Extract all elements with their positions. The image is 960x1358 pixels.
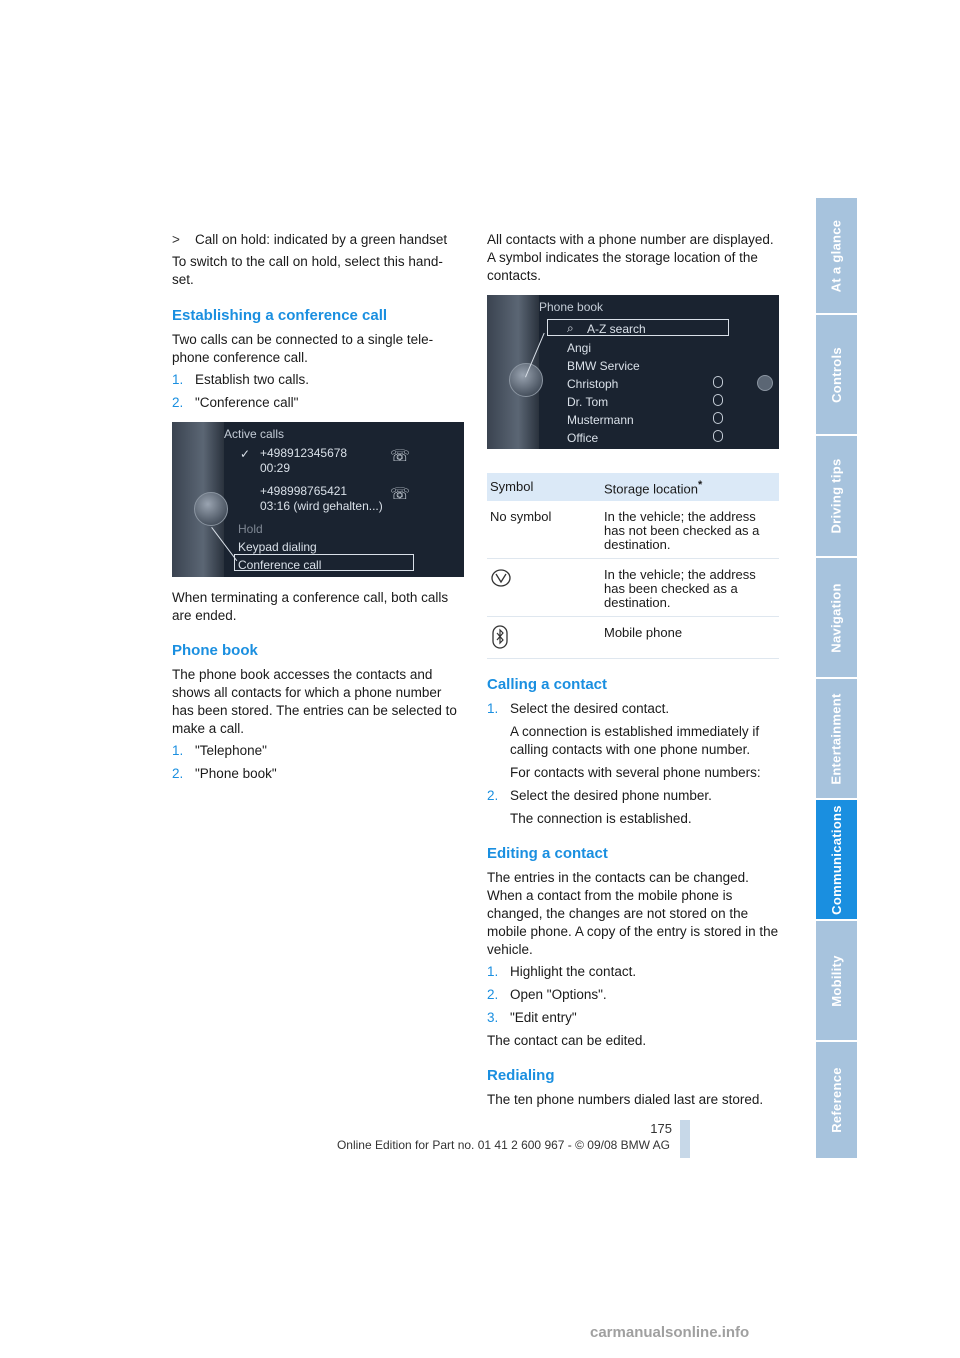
tab-at-a-glance[interactable] xyxy=(816,198,857,315)
tab-navigation[interactable] xyxy=(816,558,857,679)
step-text: "Telephone" xyxy=(195,743,267,758)
active-calls-screenshot xyxy=(172,422,464,577)
page-number: 175 xyxy=(650,1121,672,1136)
controller-knob xyxy=(509,363,543,397)
menu-conference: Conference call xyxy=(238,558,322,572)
list-item xyxy=(487,986,779,1004)
tab-label: Entertainment xyxy=(828,692,844,785)
step-text: Select the desired contact. xyxy=(510,701,670,717)
list-item xyxy=(172,742,464,760)
col-storage xyxy=(601,473,779,501)
step-number: 2. xyxy=(487,788,499,804)
contact-item: Christoph xyxy=(567,377,619,391)
tab-label: Communications xyxy=(828,804,844,915)
bluetooth-icon xyxy=(490,625,510,649)
contacts-intro: All contacts with a phone number are displayed. A symbol indicates the storage location of the contacts. xyxy=(487,232,774,283)
step-number: 3. xyxy=(487,1010,499,1026)
chapter-tabs xyxy=(816,198,857,1160)
contact-item: Mustermann xyxy=(567,413,634,427)
left-column xyxy=(172,231,464,788)
search-icon: ⌕ xyxy=(567,321,574,335)
contact-item: BMW Service xyxy=(567,359,640,373)
calling-note-3: The connection is established. xyxy=(510,811,692,827)
list-item xyxy=(172,394,464,412)
symbol-table xyxy=(487,473,779,659)
col-storage-label: Storage location xyxy=(604,481,698,497)
tab-controls[interactable] xyxy=(816,315,857,436)
table-row xyxy=(487,501,779,559)
footer-bar xyxy=(680,1120,690,1158)
switch-text: To switch to the call on hold, select this hand-set. xyxy=(172,254,443,287)
tab-label: At a glance xyxy=(828,219,844,292)
selection-frame xyxy=(547,319,729,336)
list-item xyxy=(487,700,779,718)
col-symbol: Symbol xyxy=(487,473,601,501)
tab-label: Driving tips xyxy=(828,458,844,534)
step-text: Open "Options". xyxy=(510,987,607,1003)
menu-keypad: Keypad dialing xyxy=(238,540,317,554)
handset-hold-icon: ☏ xyxy=(390,486,411,503)
list-item xyxy=(487,1009,779,1027)
contact-item: Dr. Tom xyxy=(567,395,609,409)
bullet-mark: > xyxy=(172,232,180,247)
step-number: 2. xyxy=(172,395,184,410)
step-number: 2. xyxy=(172,766,184,781)
calling-note-1: A connection is established immediately if calling contacts with one phone number. xyxy=(510,724,760,758)
bluetooth-icon xyxy=(713,430,723,442)
watermark: carmanualsonline.info xyxy=(590,1324,750,1341)
az-search: A-Z search xyxy=(587,322,646,336)
editing-heading: Editing a contact xyxy=(487,845,608,863)
screen-title: Active calls xyxy=(224,427,285,441)
step-text: Highlight the contact. xyxy=(510,964,637,980)
redial-text: The ten phone numbers dialed last are stored. xyxy=(487,1092,764,1108)
right-column xyxy=(487,231,779,1113)
conference-intro: Two calls can be connected to a single tele-phone conference call. xyxy=(172,332,434,365)
phonebook-heading: Phone book xyxy=(172,642,258,659)
calling-note-2: For contacts with several phone numbers: xyxy=(510,765,761,781)
right-knob xyxy=(757,375,773,391)
editing-intro: The entries in the contacts can be changed. When a contact from the mobile phone is changed, the changes are not stored on the mobile phone. A copy of the entry is stored in the vehicle. xyxy=(487,870,779,958)
step-text: Select the desired phone number. xyxy=(510,788,712,804)
list-item xyxy=(172,765,464,783)
call2-number: +498998765421 xyxy=(260,484,348,498)
hold-bullet xyxy=(172,231,464,249)
storage-cell: In the vehicle; the address has been checked as a destination. xyxy=(601,559,779,617)
call1-time: 00:29 xyxy=(260,461,291,475)
bluetooth-icon xyxy=(713,376,723,388)
table-row xyxy=(487,559,779,617)
call2-time: 03:16 (wird gehalten...) xyxy=(260,499,383,513)
symbol-cell xyxy=(487,559,601,617)
symbol-cell xyxy=(487,617,601,659)
tab-entertainment[interactable] xyxy=(816,679,857,800)
table-header-row xyxy=(487,473,779,501)
storage-cell: In the vehicle; the address has not been checked as a destination. xyxy=(601,501,779,559)
list-item xyxy=(487,787,779,805)
list-item xyxy=(172,371,464,389)
step-text: Establish two calls. xyxy=(195,372,310,387)
tab-label: Controls xyxy=(828,346,844,403)
controller-knob xyxy=(194,492,228,526)
contact-item: Office xyxy=(567,431,599,445)
tab-mobility[interactable] xyxy=(816,921,857,1042)
calling-heading: Calling a contact xyxy=(487,676,608,694)
redial-heading: Redialing xyxy=(487,1067,555,1085)
list-item xyxy=(487,963,779,981)
destination-check-icon xyxy=(490,567,512,589)
step-text: "Edit entry" xyxy=(510,1010,577,1026)
phonebook-screenshot xyxy=(487,295,779,449)
step-number: 1. xyxy=(172,372,184,387)
terminate-text: When terminating a conference call, both calls are ended. xyxy=(172,590,449,623)
edition-footer: Online Edition for Part no. 01 41 2 600 967 - © 09/08 BMW AG xyxy=(336,1138,670,1152)
tab-communications[interactable] xyxy=(816,800,857,921)
tab-driving-tips[interactable] xyxy=(816,436,857,558)
screen-title: Phone book xyxy=(539,300,604,314)
tab-label: Reference xyxy=(828,1067,844,1133)
tab-label: Navigation xyxy=(828,582,844,653)
step-number: 1. xyxy=(172,743,184,758)
symbol-cell: No symbol xyxy=(487,501,601,559)
bluetooth-icon xyxy=(713,394,723,406)
table-row xyxy=(487,617,779,659)
contact-item: Angi xyxy=(567,341,592,355)
storage-cell: Mobile phone xyxy=(601,617,779,659)
star-mark: * xyxy=(697,479,703,491)
hold-bullet-text: Call on hold: indicated by a green handset xyxy=(195,232,448,247)
phonebook-intro: The phone book accesses the contacts and shows all contacts for which a phone number has been stored. The entries can be selected to make a call. xyxy=(172,667,457,736)
handset-icon: ☏ xyxy=(390,448,411,465)
check-icon: ✓ xyxy=(240,447,251,461)
step-number: 2. xyxy=(487,987,499,1003)
editing-done: The contact can be edited. xyxy=(487,1033,647,1049)
selection-frame xyxy=(234,554,414,571)
bluetooth-icon xyxy=(713,412,723,424)
conference-heading: Establishing a conference call xyxy=(172,307,388,324)
call1-number: +498912345678 xyxy=(260,446,348,460)
step-number: 1. xyxy=(487,701,499,717)
step-text: "Phone book" xyxy=(195,766,277,781)
tab-reference[interactable] xyxy=(816,1042,857,1160)
step-number: 1. xyxy=(487,964,499,980)
menu-hold: Hold xyxy=(238,522,263,536)
step-text: "Conference call" xyxy=(195,395,299,410)
tab-label: Mobility xyxy=(828,954,844,1007)
